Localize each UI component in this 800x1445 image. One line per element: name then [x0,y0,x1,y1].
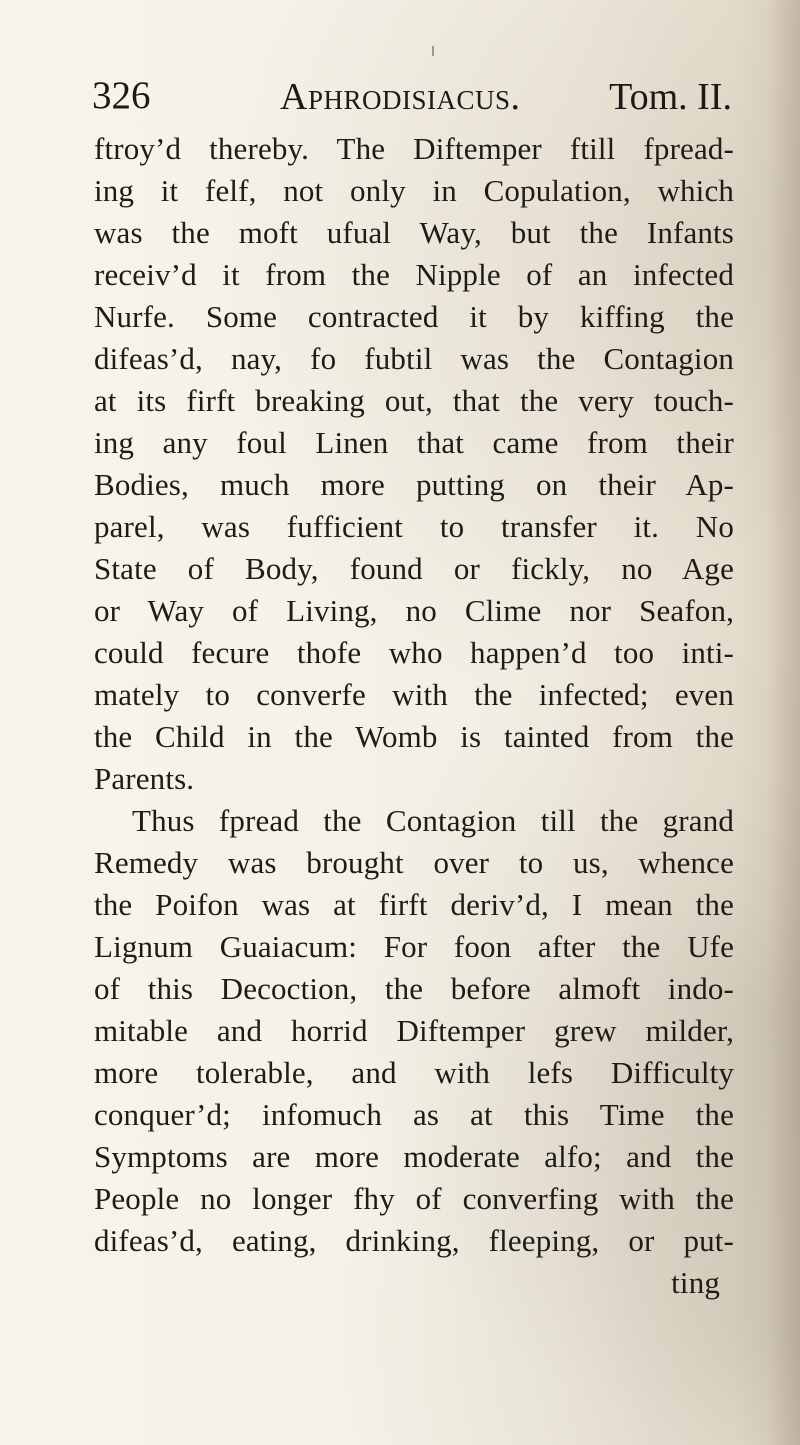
text-line: receiv’d it from the Nipple of an infected [94,257,734,292]
text-line: ing it felf, not only in Copulation, which [94,173,734,208]
text-line: Lignum Guaiacum: For foon after the Ufe [94,929,734,964]
text-line: People no longer fhy of converfing with the [94,1181,734,1216]
text-line: Parents. [94,761,195,796]
text-line: was the moft ufual Way, but the Infants [94,215,734,250]
catchword: ting [671,1265,720,1300]
text-line: Nurfe. Some contracted it by kiffing the [94,299,734,334]
ink-mark [432,46,434,56]
body-text [94,128,734,1304]
text-line: mitable and horrid Diftemper grew milder, [94,1013,734,1048]
text-line: the Poifon was at firft deriv’d, I mean the [94,887,734,922]
text-line: of this Decoction, the before almoft indo- [94,971,734,1006]
text-line: difeas’d, nay, fo fubtil was the Contagion [94,341,734,376]
volume-label: Tom. II. [609,76,732,118]
page-number: 326 [92,74,151,117]
text-line: more tolerable, and with lefs Difficulty [94,1055,734,1090]
text-line: difeas’d, eating, drinking, fleeping, or put- [94,1223,734,1258]
text-line: or Way of Living, no Clime nor Seafon, [94,593,734,628]
text-line: mately to converfe with the infected; even [94,677,734,712]
text-line: the Child in the Womb is tainted from the [94,719,734,754]
text-line: Bodies, much more putting on their Ap- [94,467,734,502]
text-line: could fecure thofe who happen’d too inti- [94,635,734,670]
paragraph-start-line: Thus fpread the Contagion till the grand [132,803,734,838]
running-head: Aphrodisiacus. [280,76,521,118]
text-line: ing any foul Linen that came from their [94,425,734,460]
page-edge-shadow [768,0,800,1445]
page-header [92,70,732,122]
text-line: ftroy’d thereby. The Diftemper ftill fpread- [94,131,734,166]
text-line: at its firft breaking out, that the very touch- [94,383,734,418]
text-line: State of Body, found or fickly, no Age [94,551,734,586]
text-line: conquer’d; infomuch as at this Time the [94,1097,734,1132]
text-line: parel, was fufficient to transfer it. No [94,509,734,544]
text-line: Remedy was brought over to us, whence [94,845,734,880]
text-line: Symptoms are more moderate alfo; and the [94,1139,734,1174]
